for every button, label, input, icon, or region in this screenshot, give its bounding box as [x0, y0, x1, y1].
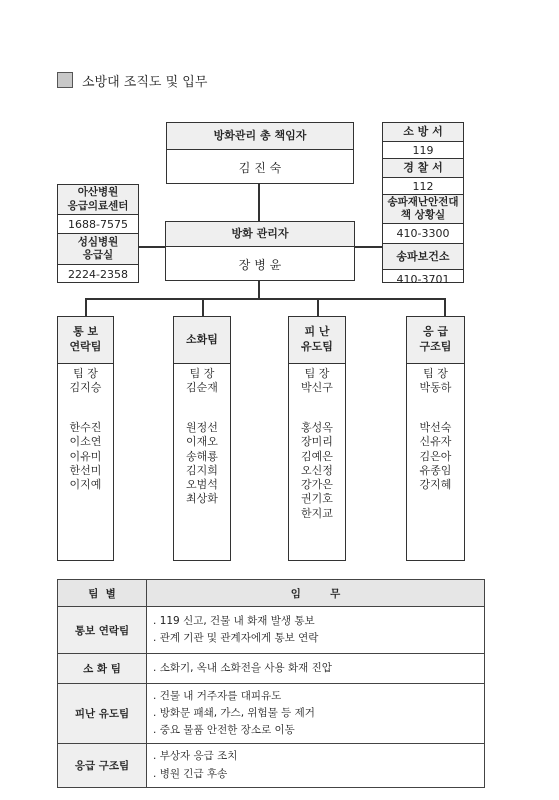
- member-name: 최상화: [186, 492, 218, 506]
- member-name: 송해룡: [186, 449, 218, 463]
- member-name: 박선숙: [419, 421, 452, 434]
- member-name: 강가은: [301, 478, 333, 492]
- heading-marker: [57, 72, 73, 88]
- row-team: 피난 유도팀: [58, 684, 147, 744]
- duty-item: . 건물 내 거주자를 대피유도: [153, 689, 282, 702]
- row-team: 응급 구조팀: [58, 744, 147, 788]
- team-members: [174, 421, 230, 507]
- team-card-evacuation: [288, 316, 346, 561]
- member-name: 김은아: [419, 449, 452, 463]
- agency-name: 송파재난안전대 책 상황실: [383, 195, 463, 224]
- agency-name: 경 찰 서: [383, 159, 463, 178]
- member-name: 한지교: [301, 506, 333, 520]
- agency-name: 송파보건소: [383, 244, 463, 270]
- agency-phone: 410-3701: [396, 272, 450, 286]
- member-name: 이유미: [69, 449, 102, 463]
- duty-item: . 관계 기관 및 관계자에게 통보 연락: [153, 632, 319, 644]
- agency-name: 소 방 서: [383, 123, 463, 142]
- duty-item: . 부상자 응급 조치: [153, 750, 238, 763]
- manager-box: [165, 221, 355, 281]
- leader-name: 김지승: [69, 381, 102, 395]
- table-row: [58, 684, 485, 744]
- hospital-phone: 1688-7575: [58, 215, 138, 234]
- team-leader: [58, 367, 113, 396]
- agency-phone: 410-3300: [383, 224, 463, 244]
- connector-chief-manager: [258, 184, 260, 222]
- member-name: 김지희: [186, 463, 218, 477]
- row-duties: [147, 684, 485, 744]
- member-name: 권기호: [301, 492, 333, 506]
- member-name: 유종임: [419, 463, 452, 477]
- hospital-phone: 2224-2358: [68, 268, 128, 281]
- member-name: 신유자: [419, 435, 452, 449]
- member-name: 김예은: [301, 449, 333, 463]
- leader-title: 팀 장: [73, 367, 98, 380]
- member-name: 이지예: [69, 478, 102, 492]
- member-name: 강지혜: [419, 478, 452, 492]
- member-name: 홍성옥: [301, 421, 333, 434]
- duty-item: . 방화문 패쇄, 가스, 위험물 등 제거: [153, 706, 315, 719]
- duty-item: . 119 신고, 건물 내 화재 발생 통보: [153, 614, 315, 627]
- team-card-notify: [57, 316, 114, 561]
- hospital-name: 성심병원 응급실: [58, 234, 138, 265]
- connector-manager-agency: [355, 246, 382, 248]
- duty-table: [57, 579, 485, 788]
- member-name: 장미리: [301, 435, 333, 449]
- connector-team-3: [317, 298, 319, 316]
- team-card-fire: [173, 316, 231, 561]
- duty-table-header: [58, 580, 485, 607]
- duty-item: . 중요 물품 안전한 장소로 이동: [153, 724, 295, 737]
- team-name: 피 난 유도팀: [289, 317, 345, 364]
- team-leader: [289, 367, 345, 396]
- col-header-duty: 임 무: [147, 580, 485, 607]
- leader-name: 박신구: [301, 381, 333, 395]
- page-title: 소방대 조직도 및 입무: [82, 75, 208, 90]
- hospital-name: 아산병원 응급의료센터: [58, 185, 138, 215]
- member-name: 원정선: [186, 421, 218, 434]
- connector-manager-teams: [258, 281, 260, 299]
- connector-team-bar: [85, 298, 445, 300]
- team-name: 소화팀: [174, 317, 230, 364]
- hospital-contacts: [57, 184, 139, 283]
- connector-team-2: [202, 298, 204, 316]
- member-name: 한선미: [69, 463, 102, 477]
- row-team: 통보 연락팀: [58, 607, 147, 654]
- agency-phone: 112: [383, 178, 463, 195]
- member-name: 오신정: [301, 463, 333, 477]
- team-name: 응 급 구조팀: [407, 317, 464, 364]
- connector-team-1: [85, 298, 87, 316]
- team-members: [407, 421, 464, 492]
- row-duties: [147, 607, 485, 654]
- manager-title: 방화 관리자: [166, 222, 354, 247]
- team-leader: [407, 367, 464, 396]
- chief-name: 김 진 숙: [238, 160, 282, 175]
- table-row: [58, 744, 485, 788]
- leader-name: 김순재: [186, 381, 218, 395]
- connector-team-4: [444, 298, 446, 316]
- duty-item: . 소화기, 옥내 소화전을 사용 화재 진압: [153, 661, 332, 674]
- chief-box: [166, 122, 354, 184]
- duty-item: . 병원 긴급 후송: [153, 767, 228, 780]
- agency-contacts: [382, 122, 464, 286]
- chief-title: 방화관리 총 책임자: [167, 123, 353, 150]
- leader-title: 팀 장: [189, 367, 215, 380]
- member-name: 오범석: [186, 478, 218, 492]
- agency-phone: 119: [383, 142, 463, 159]
- row-team: 소 화 팀: [58, 654, 147, 684]
- manager-name: 장 병 윤: [238, 257, 282, 272]
- leader-title: 팀 장: [304, 367, 330, 380]
- team-members: [58, 421, 113, 492]
- row-duties: [147, 654, 485, 684]
- team-members: [289, 421, 345, 521]
- team-name: 통 보 연락팀: [58, 317, 113, 364]
- member-name: 이재오: [186, 435, 218, 449]
- table-row: [58, 654, 485, 684]
- row-duties: [147, 744, 485, 788]
- col-header-team: 팀 별: [58, 580, 147, 607]
- team-card-rescue: [406, 316, 465, 561]
- member-name: 이소연: [69, 435, 102, 449]
- table-row: [58, 607, 485, 654]
- connector-hospital-manager: [139, 246, 165, 248]
- team-leader: [174, 367, 230, 396]
- member-name: 한수진: [69, 421, 102, 434]
- leader-title: 팀 장: [423, 367, 448, 380]
- leader-name: 박동하: [419, 381, 452, 395]
